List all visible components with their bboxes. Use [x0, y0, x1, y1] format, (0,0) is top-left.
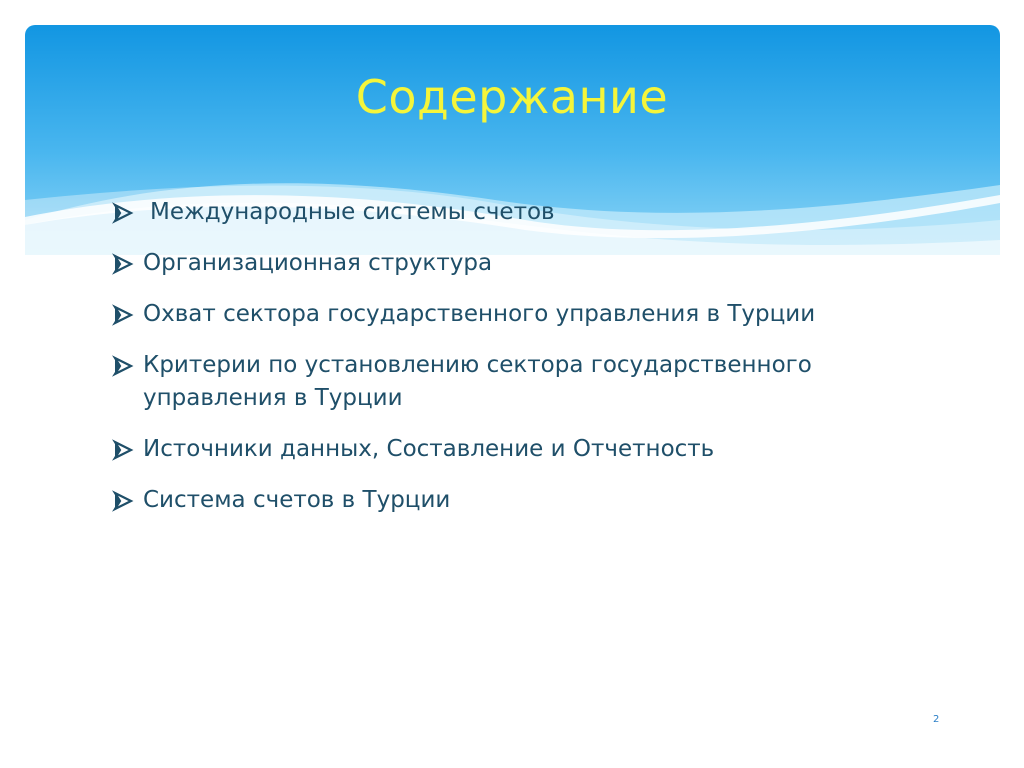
arrow-bullet-icon [112, 304, 134, 326]
list-item [112, 433, 872, 466]
list-item-text: Организационная структура [143, 250, 493, 276]
page-number: 2 [933, 714, 940, 725]
slide-title: Содержание [355, 70, 669, 124]
list-item [112, 349, 872, 415]
arrow-bullet-icon [112, 202, 134, 224]
list-item [112, 484, 872, 517]
list-item [112, 298, 872, 331]
arrow-bullet-icon [112, 490, 134, 512]
content-list [112, 196, 872, 535]
list-item [112, 196, 872, 229]
list-item-text: Международные системы счетов [150, 199, 555, 225]
arrow-bullet-icon [112, 355, 134, 377]
list-item [112, 247, 872, 280]
list-item-text: Система счетов в Турции [143, 487, 451, 513]
arrow-bullet-icon [112, 253, 134, 275]
list-item-text: Источники данных, Составление и Отчетность [143, 436, 715, 462]
list-item-text: Критерии по установлению сектора государственного управления в Турции [143, 352, 812, 411]
arrow-bullet-icon [112, 439, 134, 461]
list-item-text: Охват сектора государственного управления в Турции [143, 301, 816, 327]
